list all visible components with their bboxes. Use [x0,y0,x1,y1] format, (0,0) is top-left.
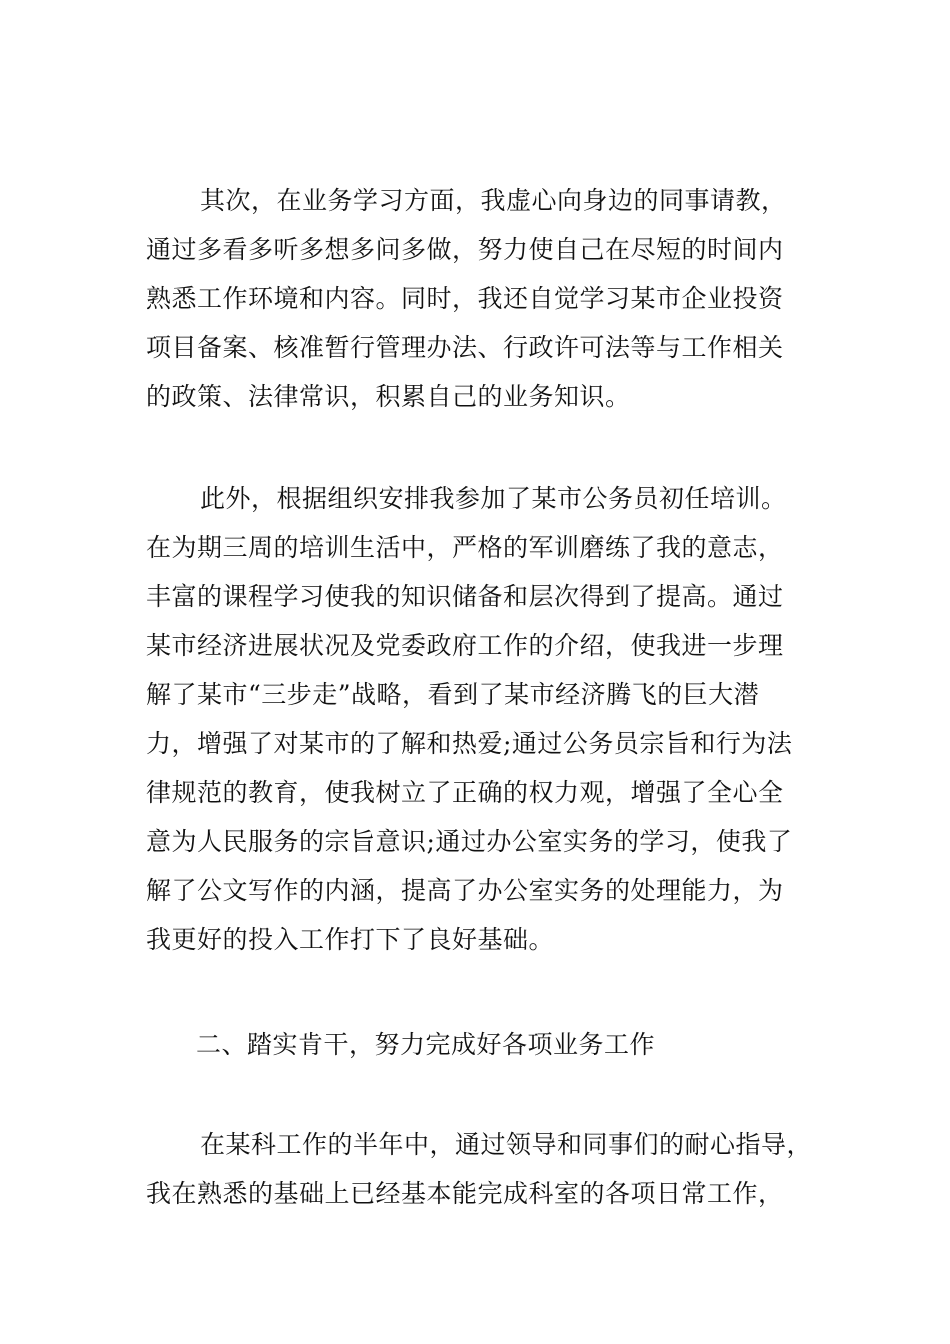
paragraph-1-line-1: 其次，在业务学习方面，我虚心向身边的同事请教， [200,186,787,215]
paragraph-2-line-2: 在为期三周的培训生活中，严格的军训磨练了我的意志， [146,533,784,562]
section-heading: 二、踏实肯干，努力完成好各项业务工作 [196,1030,656,1059]
paragraph-3-line-1: 在某科工作的半年中，通过领导和同事们的耐心指导， [200,1130,813,1159]
paragraph-2-line-4: 某市经济进展状况及党委政府工作的介绍，使我进一步理 [146,631,784,660]
paragraph-2-line-8: 意为人民服务的宗旨意识;通过办公室实务的学习，使我了 [146,827,793,856]
paragraph-2-line-7: 律规范的教育，使我树立了正确的权力观，增强了全心全 [146,778,784,807]
paragraph-2-line-10: 我更好的投入工作打下了良好基础。 [146,925,555,954]
paragraph-1-line-5: 的政策、法律常识，积累自己的业务知识。 [146,382,631,411]
paragraph-2-line-3: 丰富的课程学习使我的知识储备和层次得到了提高。通过 [146,582,784,611]
paragraph-1-line-3: 熟悉工作环境和内容。同时，我还自觉学习某市企业投资 [146,284,784,313]
paragraph-1-line-2: 通过多看多听多想多问多做，努力使自己在尽短的时间内 [146,235,784,264]
paragraph-2-line-1: 此外，根据组织安排我参加了某市公务员初任培训。 [200,484,787,513]
paragraph-1-line-4: 项目备案、核准暂行管理办法、行政许可法等与工作相关 [146,333,784,362]
paragraph-2-line-9: 解了公文写作的内涵，提高了办公室实务的处理能力，为 [146,876,784,905]
paragraph-2-line-6: 力，增强了对某市的了解和热爱;通过公务员宗旨和行为法 [146,729,793,758]
paragraph-2-line-5: 解了某市“三步走”战略，看到了某市经济腾飞的巨大潜 [146,680,760,709]
paragraph-3-line-2: 我在熟悉的基础上已经基本能完成科室的各项日常工作， [146,1179,784,1208]
